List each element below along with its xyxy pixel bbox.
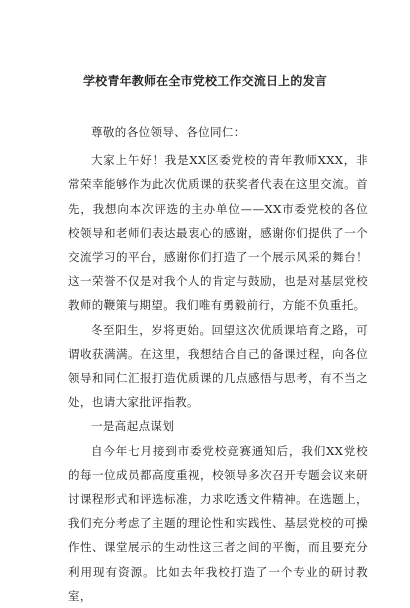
section-paragraph: 自今年七月接到市委党校竞赛通知后，我们XX党校的每一位成员都高度重视，校领导多次召开专题会议来研讨课程形式和评选标准，力求吃透文件精神。在选题上，我们充分考虑了主题的理论性和实践性、基层党校的可操作性、课堂展示的生动性这三者之间的平衡，而且要充分利用现有资源。比如去年我校打造了一个专业的研讨教室， <box>68 443 368 603</box>
document-body <box>68 120 368 608</box>
paragraph-1: 大家上午好！我是XX区委党校的青年教师XXX，非常荣幸能够作为此次优质课的获奖者代表在这里交流。首先，我想向本次评选的主办单位——XX市委党校的各位校领导和老师们表达最衷心的感谢，感谢你们提供了一个交流学习的平台，感谢你们打造了一个展示风采的舞台！这一荣誉不仅是对我个人的肯定与鼓励，也是对基层党校教师的鞭策与期望。我们唯有勇毅前行，方能不负重托。 <box>68 153 368 313</box>
paragraph-2: 冬至阳生，岁将更始。回望这次优质课培育之路，可谓收获满满。在这里，我想结合自己的备课过程，向各位领导和同仁汇报打造优质课的几点感悟与思考，有不当之处，也请大家批评指教。 <box>68 322 368 410</box>
section-heading: 一是高起点谋划 <box>91 419 175 434</box>
document-title: 学校青年教师在全市党校工作交流日上的发言 <box>82 74 327 88</box>
salutation: 尊敬的各位领导、各位同仁： <box>91 125 246 139</box>
